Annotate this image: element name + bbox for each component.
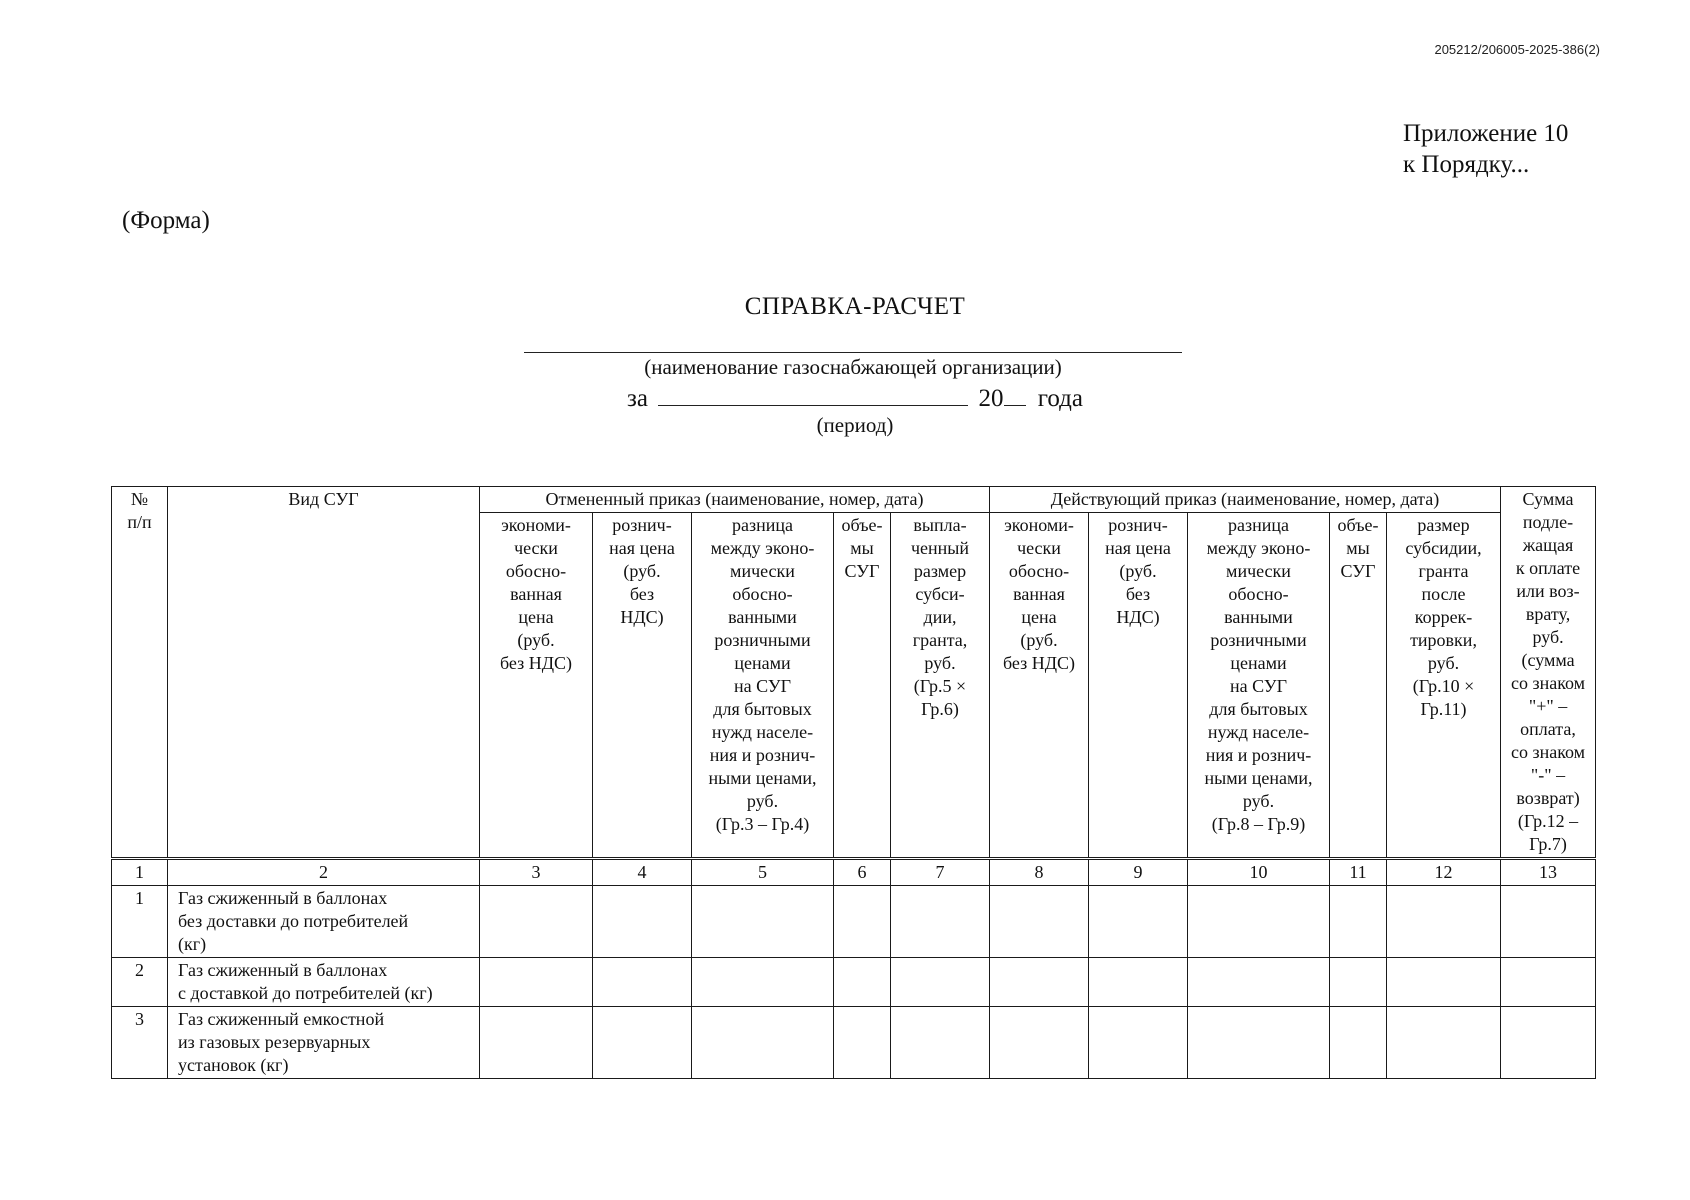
table-row — [112, 958, 1596, 1007]
column-number: 8 — [990, 859, 1089, 886]
row-gas-type: Газ сжиженный в баллонах с доставкой до потребителей (кг) — [168, 958, 480, 1007]
form-label: (Форма) — [122, 207, 210, 234]
column-number: 10 — [1188, 859, 1330, 886]
empty-cell[interactable] — [990, 886, 1089, 958]
empty-cell[interactable] — [593, 886, 692, 958]
table-row — [112, 886, 1596, 958]
organization-blank-line — [524, 352, 1182, 353]
column-number: 5 — [692, 859, 834, 886]
header-current-volumes: объе- мы СУГ — [1330, 513, 1387, 859]
empty-cell[interactable] — [1330, 1007, 1387, 1079]
year-blank — [1004, 383, 1026, 406]
row-gas-type: Газ сжиженный в баллонах без доставки до потребителей (кг) — [168, 886, 480, 958]
empty-cell[interactable] — [834, 886, 891, 958]
empty-cell[interactable] — [1501, 886, 1596, 958]
column-number: 12 — [1387, 859, 1501, 886]
column-number: 6 — [834, 859, 891, 886]
row-gas-type: Газ сжиженный емкостной из газовых резервуарных установок (кг) — [168, 1007, 480, 1079]
empty-cell[interactable] — [834, 1007, 891, 1079]
empty-cell[interactable] — [1501, 958, 1596, 1007]
empty-cell[interactable] — [1188, 886, 1330, 958]
empty-cell[interactable] — [990, 1007, 1089, 1079]
empty-cell[interactable] — [480, 958, 593, 1007]
empty-cell[interactable] — [1089, 1007, 1188, 1079]
column-number: 2 — [168, 859, 480, 886]
year-prefix: 20 — [978, 385, 1004, 412]
row-number: 2 — [112, 958, 168, 1007]
table-row — [112, 1007, 1596, 1079]
empty-cell[interactable] — [692, 1007, 834, 1079]
header-current-retail-price: рознич- ная цена (руб. без НДС) — [1089, 513, 1188, 859]
column-number-row — [112, 859, 1596, 886]
empty-cell[interactable] — [990, 958, 1089, 1007]
empty-cell[interactable] — [1387, 958, 1501, 1007]
column-number: 3 — [480, 859, 593, 886]
calculation-table — [111, 486, 1596, 1079]
empty-cell[interactable] — [891, 1007, 990, 1079]
header-current-price-difference: разница между эконо- мически обосно- ванными розничными ценами на СУГ для бытовых нужд населе- ния и рознич- ными ценами, руб. (Гр.8 – Гр.9) — [1188, 513, 1330, 859]
empty-cell[interactable] — [834, 958, 891, 1007]
empty-cell[interactable] — [480, 886, 593, 958]
empty-cell[interactable] — [1188, 958, 1330, 1007]
appendix-reference — [1403, 118, 1568, 180]
header-group-cancelled: Отмененный приказ (наименование, номер, дата) — [480, 487, 990, 513]
header-row-groups — [112, 487, 1596, 513]
column-number: 1 — [112, 859, 168, 886]
empty-cell[interactable] — [1188, 1007, 1330, 1079]
empty-cell[interactable] — [1387, 886, 1501, 958]
header-current-subsidy-adjusted: размер субсидии, гранта после коррек- тировки, руб. (Гр.10 × Гр.11) — [1387, 513, 1501, 859]
header-current-economic-price: экономи- чески обосно- ванная цена (руб. без НДС) — [990, 513, 1089, 859]
empty-cell[interactable] — [1387, 1007, 1501, 1079]
period-line — [0, 383, 1690, 413]
empty-cell[interactable] — [891, 958, 990, 1007]
appendix-line-2: к Порядку... — [1403, 151, 1530, 178]
column-number: 7 — [891, 859, 990, 886]
column-number: 11 — [1330, 859, 1387, 886]
header-no: № п/п — [112, 487, 168, 859]
empty-cell[interactable] — [1501, 1007, 1596, 1079]
header-cancelled-economic-price: экономи- чески обосно- ванная цена (руб. без НДС) — [480, 513, 593, 859]
empty-cell[interactable] — [692, 958, 834, 1007]
empty-cell[interactable] — [593, 1007, 692, 1079]
header-cancelled-price-difference: разница между эконо- мически обосно- ванными розничными ценами на СУГ для бытовых нужд населе- ния и рознич- ными ценами, руб. (Гр.3 – Гр.4) — [692, 513, 834, 859]
empty-cell[interactable] — [1089, 886, 1188, 958]
organization-caption: (наименование газоснабжающей организации) — [644, 355, 1062, 379]
period-prefix: за — [627, 385, 648, 412]
header-sum: Сумма подле- жащая к оплате или воз- врату, руб. (сумма со знаком "+" – оплата, со знаком "-" – возврат) (Гр.12 – Гр.7) — [1501, 487, 1596, 859]
row-number: 3 — [112, 1007, 168, 1079]
document-id: 205212/206005-2025-386(2) — [1434, 42, 1600, 57]
header-cancelled-subsidy-paid: выпла- ченный размер субси- дии, гранта, руб. (Гр.5 × Гр.6) — [891, 513, 990, 859]
document-title: СПРАВКА-РАСЧЕТ — [744, 293, 966, 320]
empty-cell[interactable] — [1089, 958, 1188, 1007]
header-group-current: Действующий приказ (наименование, номер, дата) — [990, 487, 1501, 513]
header-cancelled-volumes: объе- мы СУГ — [834, 513, 891, 859]
appendix-line-1: Приложение 10 — [1403, 120, 1569, 147]
empty-cell[interactable] — [692, 886, 834, 958]
period-suffix: года — [1037, 385, 1083, 412]
period-blank — [658, 383, 968, 406]
row-number: 1 — [112, 886, 168, 958]
column-number: 9 — [1089, 859, 1188, 886]
empty-cell[interactable] — [1330, 886, 1387, 958]
period-caption: (период) — [816, 413, 894, 437]
empty-cell[interactable] — [593, 958, 692, 1007]
column-number: 4 — [593, 859, 692, 886]
empty-cell[interactable] — [1330, 958, 1387, 1007]
column-number: 13 — [1501, 859, 1596, 886]
empty-cell[interactable] — [891, 886, 990, 958]
header-type: Вид СУГ — [168, 487, 480, 859]
header-cancelled-retail-price: рознич- ная цена (руб. без НДС) — [593, 513, 692, 859]
empty-cell[interactable] — [480, 1007, 593, 1079]
